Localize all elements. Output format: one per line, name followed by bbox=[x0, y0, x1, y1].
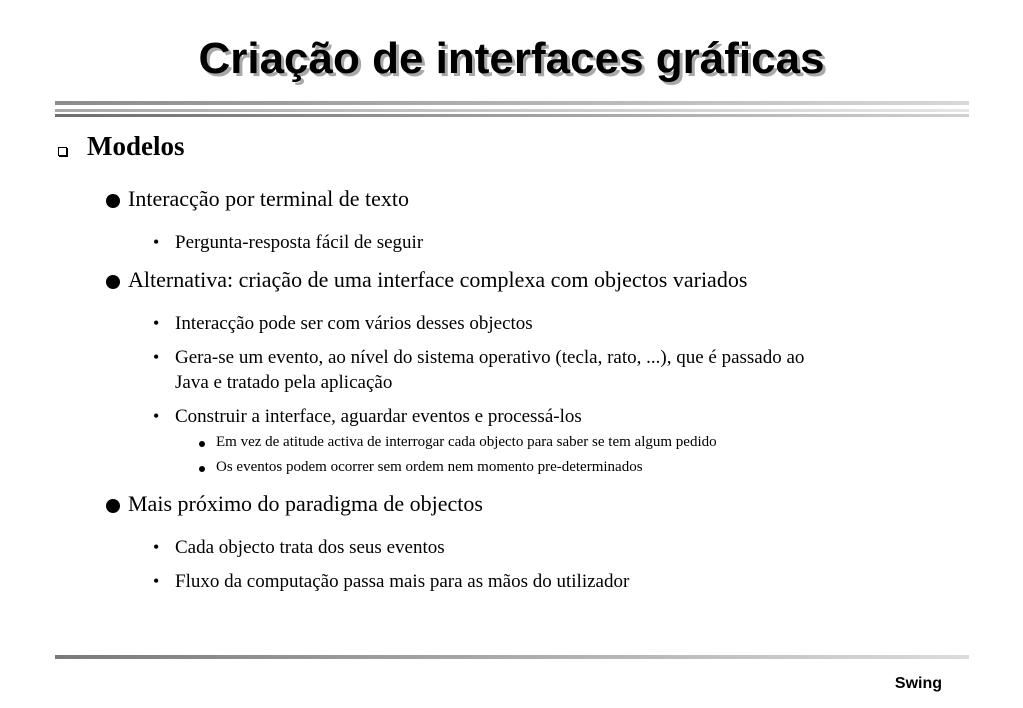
point-text: Interacção por terminal de texto bbox=[128, 186, 409, 211]
square-bullet-icon bbox=[58, 147, 67, 156]
sub-point-text: Fluxo da computação passa mais para as mãos do utilizador bbox=[175, 571, 630, 592]
sub-point-text: Cada objecto trata dos seus eventos bbox=[175, 537, 445, 558]
round-bullet-icon bbox=[106, 194, 120, 208]
footer-rule bbox=[55, 655, 969, 659]
sub-bullet-icon: • bbox=[153, 313, 160, 333]
sub-point-text: Gera-se um evento, ao nível do sistema operativo (tecla, rato, ...), que é passado ao bbox=[175, 347, 805, 368]
title-rule-bottom bbox=[55, 114, 969, 117]
title-rule-middle bbox=[55, 109, 969, 112]
section-heading: Modelos bbox=[87, 131, 185, 161]
round-bullet-icon bbox=[106, 275, 120, 289]
sub-point-text-continuation: Java e tratado pela aplicação bbox=[175, 372, 393, 393]
detail-text: Os eventos podem ocorrer sem ordem nem momento pre-determinados bbox=[216, 459, 643, 475]
slide-title: Criação de interfaces gráficas bbox=[198, 34, 825, 83]
sub-bullet-icon: • bbox=[153, 347, 160, 367]
footer-label: Swing bbox=[894, 675, 942, 692]
title-rule-top bbox=[55, 101, 969, 105]
round-bullet-icon bbox=[106, 499, 120, 513]
sub-bullet-icon: • bbox=[153, 232, 160, 252]
small-bullet-icon bbox=[199, 466, 205, 472]
sub-bullet-icon: • bbox=[153, 571, 160, 591]
point-text: Mais próximo do paradigma de objectos bbox=[128, 491, 483, 516]
point-text: Alternativa: criação de uma interface complexa com objectos variados bbox=[128, 267, 748, 292]
small-bullet-icon bbox=[199, 441, 205, 447]
sub-bullet-icon: • bbox=[153, 406, 160, 426]
sub-bullet-icon: • bbox=[153, 537, 160, 557]
detail-text: Em vez de atitude activa de interrogar cada objecto para saber se tem algum pedido bbox=[216, 434, 717, 450]
sub-point-text: Pergunta-resposta fácil de seguir bbox=[175, 232, 424, 253]
sub-point-text: Interacção pode ser com vários desses objectos bbox=[175, 313, 533, 334]
sub-point-text: Construir a interface, aguardar eventos e processá-los bbox=[175, 406, 582, 427]
